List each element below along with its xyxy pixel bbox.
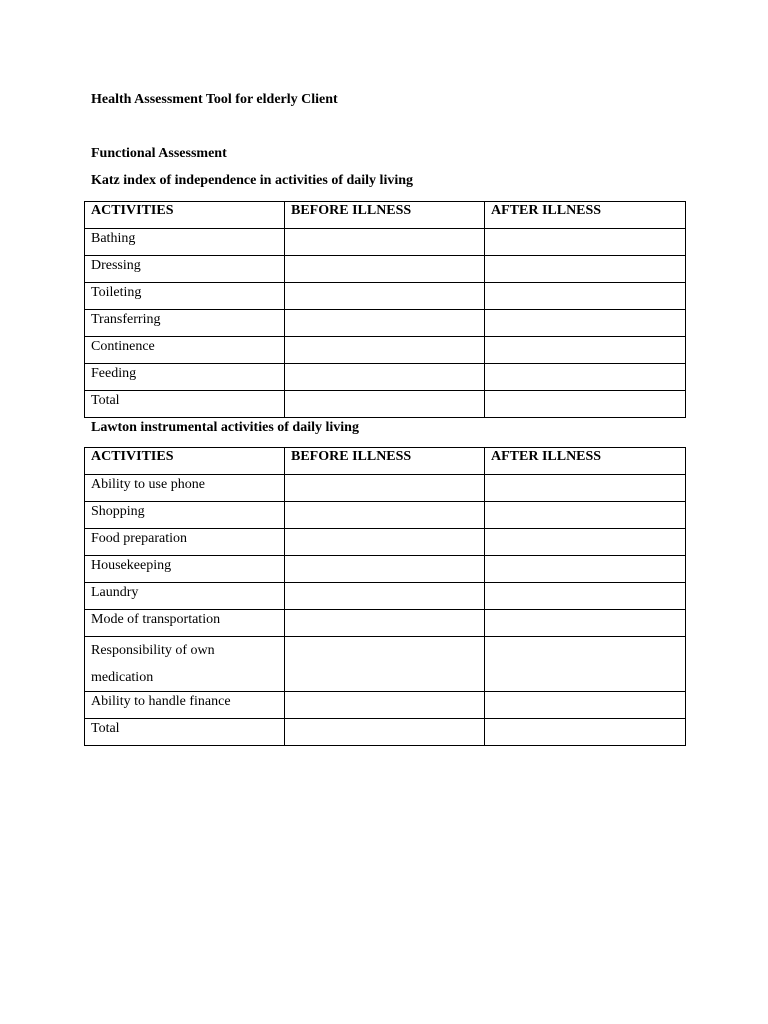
total-label-cell: Total [85, 719, 285, 746]
activity-cell: Laundry [85, 583, 285, 610]
activity-cell: Ability to use phone [85, 475, 285, 502]
before-illness-cell[interactable] [285, 475, 485, 502]
table-row [85, 391, 686, 418]
activity-cell: Responsibility of own medication [85, 637, 285, 692]
activity-cell: Transferring [85, 310, 285, 337]
before-illness-cell[interactable] [285, 637, 485, 692]
katz-table-caption: Katz index of independence in activities of daily living [91, 173, 414, 188]
after-illness-cell[interactable] [485, 391, 686, 418]
activity-cell: Food preparation [85, 529, 285, 556]
after-illness-cell[interactable] [485, 337, 686, 364]
activity-cell: Dressing [85, 256, 285, 283]
header-activities: ACTIVITIES [85, 448, 285, 475]
table-row [85, 310, 686, 337]
after-illness-cell[interactable] [485, 637, 686, 692]
before-illness-cell[interactable] [285, 337, 485, 364]
activity-cell: Bathing [85, 229, 285, 256]
activity-cell: Mode of transportation [85, 610, 285, 637]
after-illness-cell[interactable] [485, 475, 686, 502]
document-title: Health Assessment Tool for elderly Client [91, 92, 338, 107]
after-illness-cell[interactable] [485, 610, 686, 637]
header-activities: ACTIVITIES [85, 202, 285, 229]
after-illness-cell[interactable] [485, 364, 686, 391]
activity-cell: Continence [85, 337, 285, 364]
table-row [85, 364, 686, 391]
after-illness-cell[interactable] [485, 719, 686, 746]
before-illness-cell[interactable] [285, 583, 485, 610]
table-row [85, 337, 686, 364]
lawton-table-caption: Lawton instrumental activities of daily living [91, 420, 359, 435]
before-illness-cell[interactable] [285, 610, 485, 637]
activity-cell: Toileting [85, 283, 285, 310]
after-illness-cell[interactable] [485, 583, 686, 610]
table-row [85, 229, 686, 256]
table-row [85, 502, 686, 529]
table-row [85, 475, 686, 502]
table-header-row [85, 448, 686, 475]
after-illness-cell[interactable] [485, 529, 686, 556]
katz-table [84, 201, 686, 418]
before-illness-cell[interactable] [285, 229, 485, 256]
after-illness-cell[interactable] [485, 692, 686, 719]
before-illness-cell[interactable] [285, 283, 485, 310]
activity-cell: Ability to handle finance [85, 692, 285, 719]
after-illness-cell[interactable] [485, 310, 686, 337]
table-row [85, 719, 686, 746]
table-row [85, 283, 686, 310]
before-illness-cell[interactable] [285, 391, 485, 418]
before-illness-cell[interactable] [285, 310, 485, 337]
table-row [85, 692, 686, 719]
after-illness-cell[interactable] [485, 229, 686, 256]
before-illness-cell[interactable] [285, 529, 485, 556]
activity-cell: Feeding [85, 364, 285, 391]
table-header-row [85, 202, 686, 229]
table-row [85, 529, 686, 556]
table-row [85, 610, 686, 637]
before-illness-cell[interactable] [285, 692, 485, 719]
before-illness-cell[interactable] [285, 719, 485, 746]
before-illness-cell[interactable] [285, 256, 485, 283]
header-before-illness: BEFORE ILLNESS [285, 448, 485, 475]
table-row [85, 637, 686, 692]
table-row [85, 256, 686, 283]
lawton-table [84, 447, 686, 746]
after-illness-cell[interactable] [485, 502, 686, 529]
table-row [85, 556, 686, 583]
section-heading: Functional Assessment [91, 146, 227, 161]
total-label-cell: Total [85, 391, 285, 418]
after-illness-cell[interactable] [485, 283, 686, 310]
before-illness-cell[interactable] [285, 502, 485, 529]
header-after-illness: AFTER ILLNESS [485, 202, 686, 229]
header-after-illness: AFTER ILLNESS [485, 448, 686, 475]
header-before-illness: BEFORE ILLNESS [285, 202, 485, 229]
activity-cell: Housekeeping [85, 556, 285, 583]
activity-cell: Shopping [85, 502, 285, 529]
before-illness-cell[interactable] [285, 364, 485, 391]
before-illness-cell[interactable] [285, 556, 485, 583]
after-illness-cell[interactable] [485, 256, 686, 283]
table-row [85, 583, 686, 610]
after-illness-cell[interactable] [485, 556, 686, 583]
